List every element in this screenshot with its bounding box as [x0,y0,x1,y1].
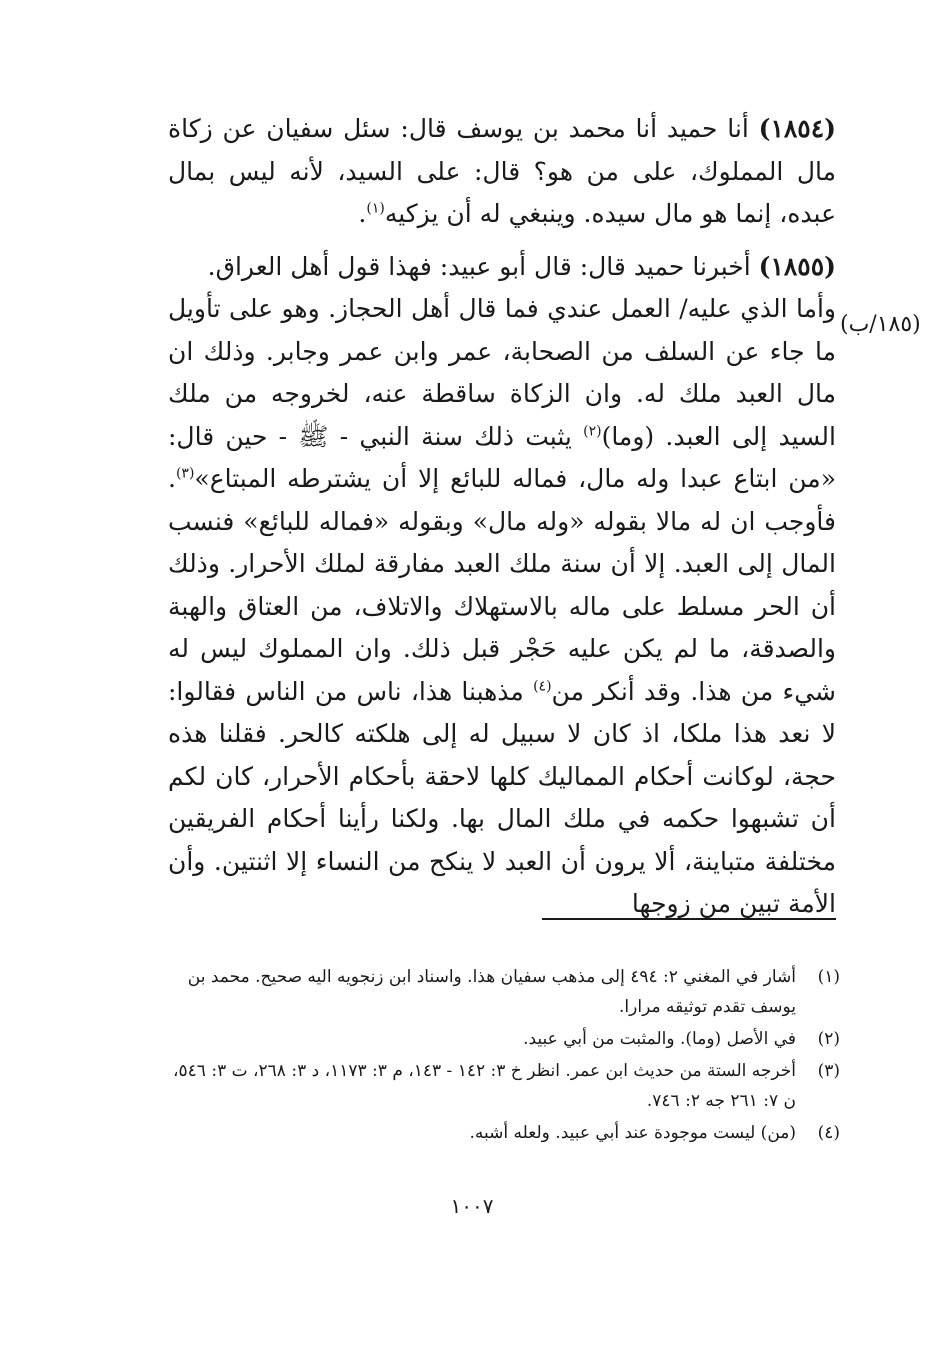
footnote-number: (٣) [817,1061,840,1081]
paragraph-text: أنا حميد أنا محمد بن يوسف قال: سئل سفيان عن زكاة مال المملوك، على من هو؟ قال: على السيد، لأنه ليس بمال عبده، إنما هو مال سيده. وينبغي له أن يزكيه [168,114,836,228]
paragraph-1855 [168,246,836,289]
footnote-divider [542,918,836,920]
paragraph-commentary [168,288,836,926]
footnote-text: (من) ليست موجودة عند أبي عبيد. ولعله أشبه. [469,1123,796,1143]
footnote-text: أخرجه الستة من حديث ابن عمر. انظر خ ٣: ١٤٢ - ١٤٣، م ٣: ١١٧٣، د ٣: ٢٦٨، ت ٣: ٥٤٦، ن ٧: ٢٦١ جه ٢: ٧٤٦. [173,1061,796,1111]
footnote-text: أشار في المغني ٢: ٤٩٤ إلى مذهب سفيان هذا. واسناد ابن زنجويه اليه صحيح. محمد بن يوسف تقدم توثيقه مرارا. [187,967,796,1017]
footnote-ref: (١) [366,200,385,217]
footnote-number: (٢) [817,1029,840,1049]
footnote-ref: (٣) [175,465,195,482]
footnote-ref: (٢) [583,423,602,440]
footnote [168,1056,840,1116]
paragraph-tail: . [358,199,367,228]
footnotes [168,962,840,1150]
footnote [168,1118,840,1148]
footnote [168,1024,840,1054]
paragraph-text: . فأوجب ان له مالا بقوله «وله مال» وبقوله «فماله للبائع» فنسب المال إلى العبد. إلا أن سنة ملك العبد مفارقة لملك الأحرار. وذلك أن الحر مسلط على ماله بالاستهلاك والاتلاف، من العتاق والهبة والصدقة، ما لم يكن عليه حَجْر قبل ذلك. وان المملوك ليس له شيء من هذا. وقد أنكر من [168,464,837,706]
footnote-number: (١) [817,967,840,987]
footnote-number: (٤) [817,1123,840,1143]
main-text [168,108,836,926]
footnote-ref: (٤) [533,678,552,695]
hadith-number: (١٨٥٤) [758,114,836,143]
hadith-number: (١٨٥٥) [758,251,836,281]
page-number: ١٠٠٧ [450,1194,494,1218]
manuscript-folio-note: (١٨٥/ب) [840,312,921,337]
paragraph-text: أخبرنا حميد قال: قال أبو عبيد: فهذا قول أهل العراق. [207,251,759,281]
paragraph-text: وأما الذي عليه/ العمل عندي فما قال أهل الحجاز. وهو على تأويل ما جاء عن السلف من الصحابة، عمر وابن عمر وجابر. وذلك ان مال العبد ملك له. وان الزكاة ساقطة عنه، لخروجه من ملك السيد إلى العبد. (وما) [168,294,836,451]
paragraph-text: يثبت ذلك سنة النبي - ﷺ - حين قال: «من ابتاع عبدا وله مال، فماله للبائع إلا أن يشترطه المبتاع» [168,421,836,493]
paragraph-text: مذهبنا هذا، ناس من الناس فقالوا: لا نعد هذا ملكا، اذ كان لا سبيل له إلى هلكته كالحر. فقلنا هذه حجة، لوكانت أحكام المماليك كلها لاحقة بأحكام الأحرار، كان لكم أن تشبهوا حكمه في ملك المال بها. ولكنا رأينا أحكام الفريقين مختلفة متباينة، ألا يرون أن العبد لا ينكح من النساء إلا اثنتين. وأن الأمة تبين من زوجها [168,676,836,918]
paragraph-1854 [168,108,836,236]
footnote-text: في الأصل (وما). والمثبت من أبي عبيد. [523,1029,796,1049]
footnote [168,962,840,1022]
